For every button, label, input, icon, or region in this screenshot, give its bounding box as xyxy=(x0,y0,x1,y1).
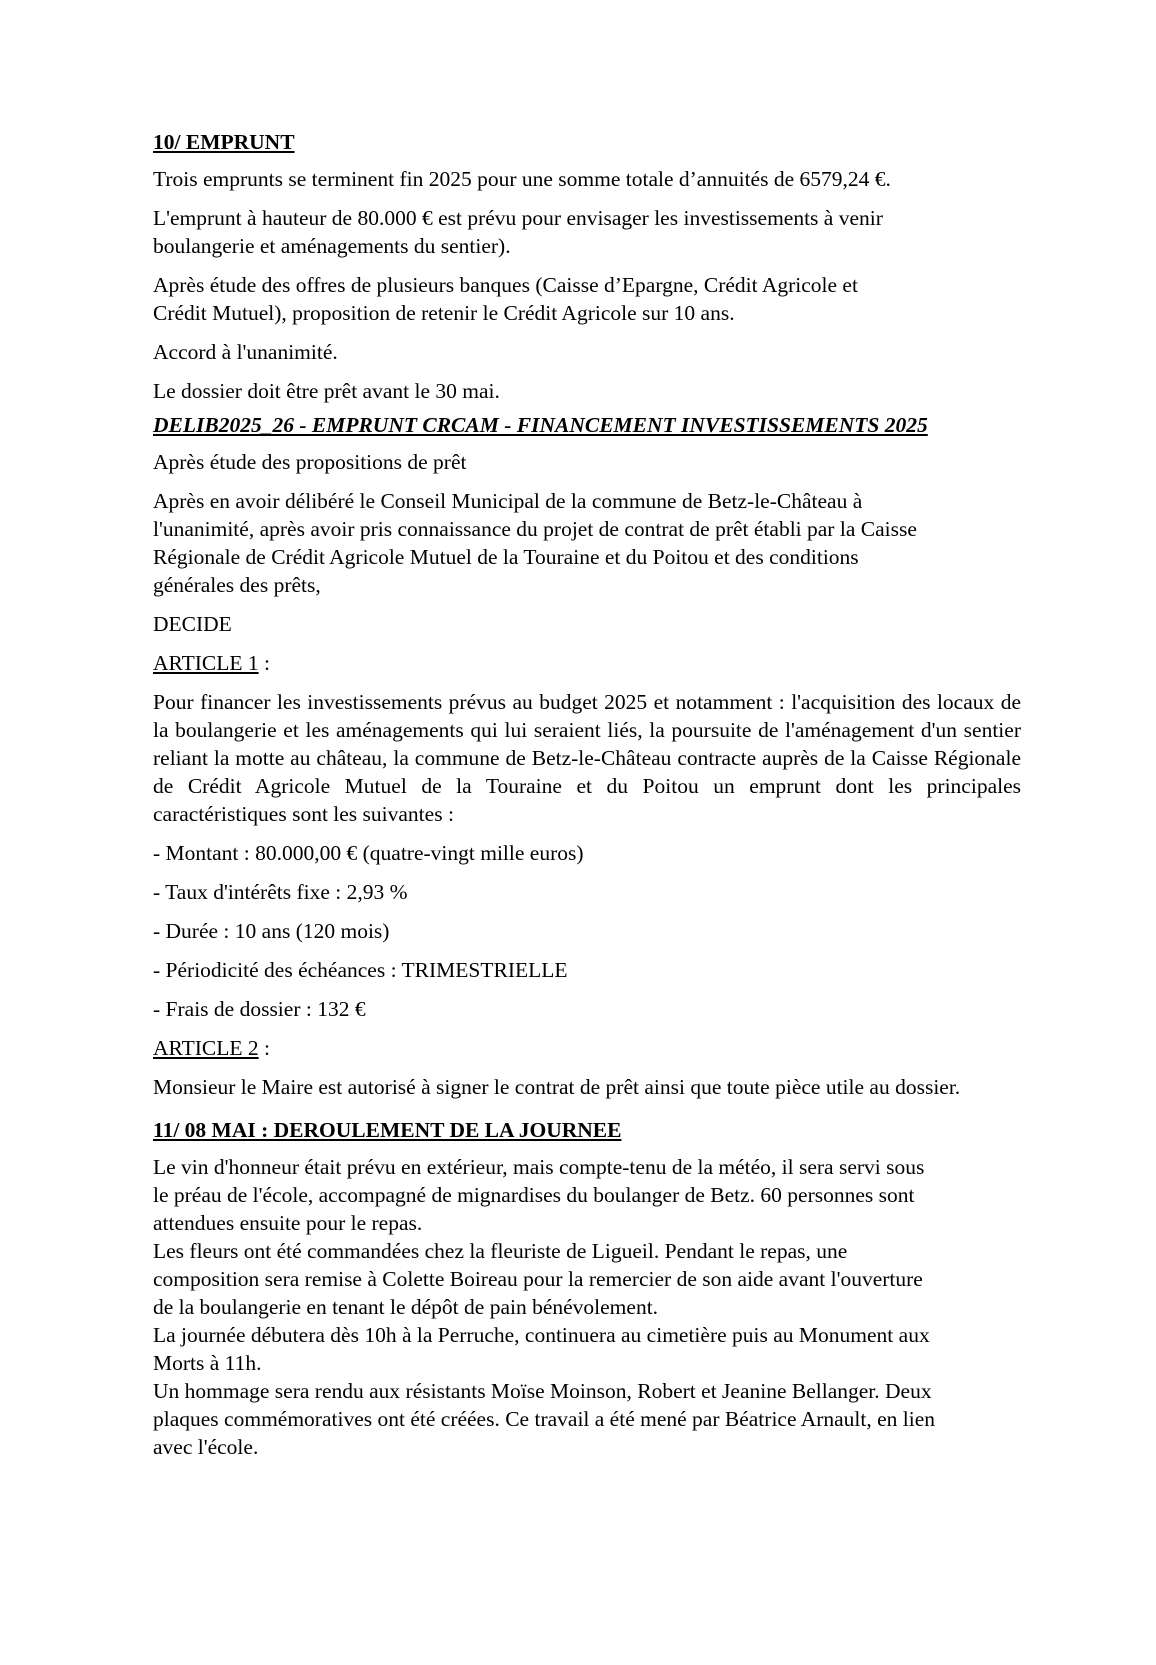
article-1-text: Pour financer les investissements prévus au budget 2025 et notamment : l'acquisition des locaux de la boulangerie et les aménagements qui lui seraient liés, la poursuite de l'aménagement d'un sentier reliant la motte au château, la commune de Betz-le-Château contracte auprès de la Caisse Régionale de Crédit Agricole Mutuel de la Touraine et du Poitou un emprunt dont les principales caractéristiques sont les suivantes : xyxy=(153,690,1021,826)
article-1-colon: : xyxy=(258,651,270,675)
s11-line-4: Un hommage sera rendu aux résistants Moïse Moinson, Robert et Jeanine Bellanger. Deux plaques commémoratives ont été créées. Ce travail a été mené par Béatrice Arnault, en lien avec l'école. xyxy=(153,1379,936,1459)
s11-line-3: La journée débutera dès 10h à la Perruche, continuera au cimetière puis au Monument aux Morts à 11h. xyxy=(153,1323,930,1375)
section-11-title: 11/ 08 MAI : DEROULEMENT DE LA JOURNEE xyxy=(153,1118,622,1142)
section-10-title: 10/ EMPRUNT xyxy=(153,130,295,154)
loan-item: - Taux d'intérêts fixe : 2,93 % xyxy=(153,880,408,904)
article-2-text: Monsieur le Maire est autorisé à signer le contrat de prêt ainsi que toute pièce utile au dossier. xyxy=(153,1075,961,1099)
section-11-body xyxy=(153,1153,943,1461)
s10-paragraph-1: Trois emprunts se terminent fin 2025 pour une somme totale d’annuités de 6579,24 €. xyxy=(153,167,891,191)
article-1-heading xyxy=(153,649,1021,677)
document-page xyxy=(153,128,1021,1461)
s11-line-1: Le vin d'honneur était prévu en extérieur, mais compte-tenu de la météo, il sera servi sous le préau de l'école, accompagné de mignardises du boulanger de Betz. 60 personnes sont attendues ensuite pour le repas. xyxy=(153,1155,925,1235)
s10-paragraph-5: Le dossier doit être prêt avant le 30 mai. xyxy=(153,379,500,403)
s11-line-2: Les fleurs ont été commandées chez la fleuriste de Ligueil. Pendant le repas, une composition sera remise à Colette Boireau pour la remercier de son aide avant l'ouverture de la boulangerie en tenant le dépôt de pain bénévolement. xyxy=(153,1239,923,1319)
loan-item: - Durée : 10 ans (120 mois) xyxy=(153,919,390,943)
delib-paragraph-2: Après en avoir délibéré le Conseil Municipal de la commune de Betz-le-Château à l'unanimité, après avoir pris connaissance du projet de contrat de prêt établi par la Caisse Régionale de Crédit Agricole Mutuel de la Touraine et du Poitou et des conditions générales des prêts, xyxy=(153,489,917,597)
loan-item: - Périodicité des échéances : TRIMESTRIELLE xyxy=(153,958,568,982)
delib-decide: DECIDE xyxy=(153,612,232,636)
s10-paragraph-4: Accord à l'unanimité. xyxy=(153,340,338,364)
article-2-heading xyxy=(153,1034,1021,1062)
loan-item: - Montant : 80.000,00 € (quatre-vingt mille euros) xyxy=(153,841,584,865)
s10-paragraph-2: L'emprunt à hauteur de 80.000 € est prévu pour envisager les investissements à venir boulangerie et aménagements du sentier). xyxy=(153,206,883,258)
article-2-label: ARTICLE 2 xyxy=(153,1036,259,1060)
delib-title: DELIB2025_26 - EMPRUNT CRCAM - FINANCEMENT INVESTISSEMENTS 2025 xyxy=(153,413,928,437)
delib-paragraph-1: Après étude des propositions de prêt xyxy=(153,450,467,474)
loan-item: - Frais de dossier : 132 € xyxy=(153,997,366,1021)
article-2-colon: : xyxy=(258,1036,270,1060)
s10-paragraph-3: Après étude des offres de plusieurs banques (Caisse d’Epargne, Crédit Agricole et Crédit Mutuel), proposition de retenir le Crédit Agricole sur 10 ans. xyxy=(153,273,858,325)
article-1-label: ARTICLE 1 xyxy=(153,651,259,675)
